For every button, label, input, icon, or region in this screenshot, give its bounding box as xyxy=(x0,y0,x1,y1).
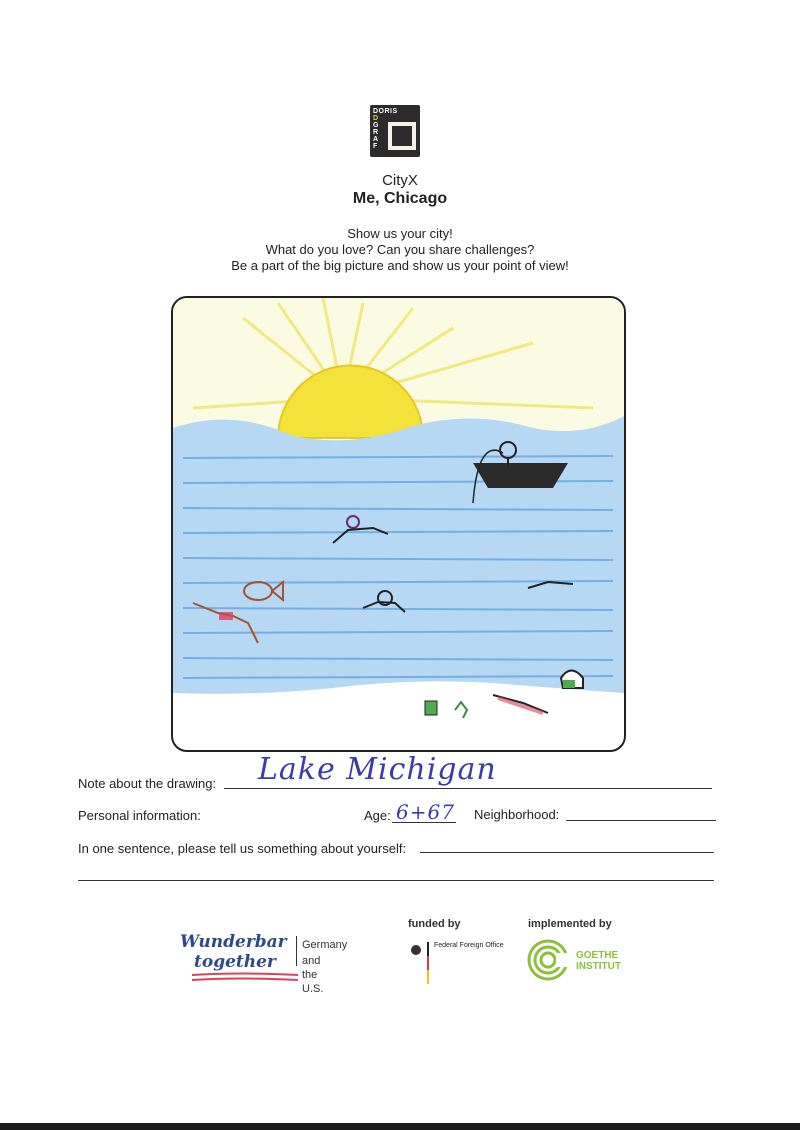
german-eagle-icon xyxy=(408,940,432,986)
prompt-line-2: What do you love? Can you share challenges? xyxy=(265,242,535,257)
note-field[interactable] xyxy=(224,788,712,789)
logo-square-icon xyxy=(388,122,416,150)
age-value: 6+67 xyxy=(396,800,455,824)
small-title: CityX xyxy=(382,172,418,189)
scan-edge-bar xyxy=(0,1123,800,1130)
flag-stripes-icon xyxy=(190,972,300,986)
sentence-field-line-2[interactable] xyxy=(78,880,714,881)
personal-info-label: Personal information: xyxy=(78,808,201,823)
sentence-field[interactable] xyxy=(420,852,714,853)
boat-shape xyxy=(473,463,568,488)
note-value: Lake Michigan xyxy=(258,752,497,787)
drawing-frame xyxy=(171,296,626,752)
neighborhood-field[interactable] xyxy=(566,820,716,821)
note-label: Note about the drawing: xyxy=(78,776,217,791)
sentence-label: In one sentence, please tell us something about yourself: xyxy=(78,841,407,856)
logo-text: DORIS xyxy=(373,108,398,115)
prompt-line-1: Show us your city! xyxy=(347,226,453,241)
funded-by-label: funded by xyxy=(408,918,461,930)
neighborhood-label: Neighborhood: xyxy=(474,807,560,822)
child-drawing-lake xyxy=(173,298,624,750)
goethe-line-1: GOETHE xyxy=(576,950,619,961)
doris-graf-logo: DORIS D G R A F xyxy=(370,105,420,157)
prompt-line-3: Be a part of the big picture and show us your point of view! xyxy=(231,258,569,273)
goethe-logo-icon xyxy=(526,938,570,982)
age-label: Age: xyxy=(364,808,391,823)
implemented-by-label: implemented by xyxy=(528,918,612,930)
ffo-text: Federal Foreign Office xyxy=(434,942,504,949)
page-title: Me, Chicago xyxy=(352,190,448,207)
goethe-line-2: INSTITUT xyxy=(576,961,621,972)
